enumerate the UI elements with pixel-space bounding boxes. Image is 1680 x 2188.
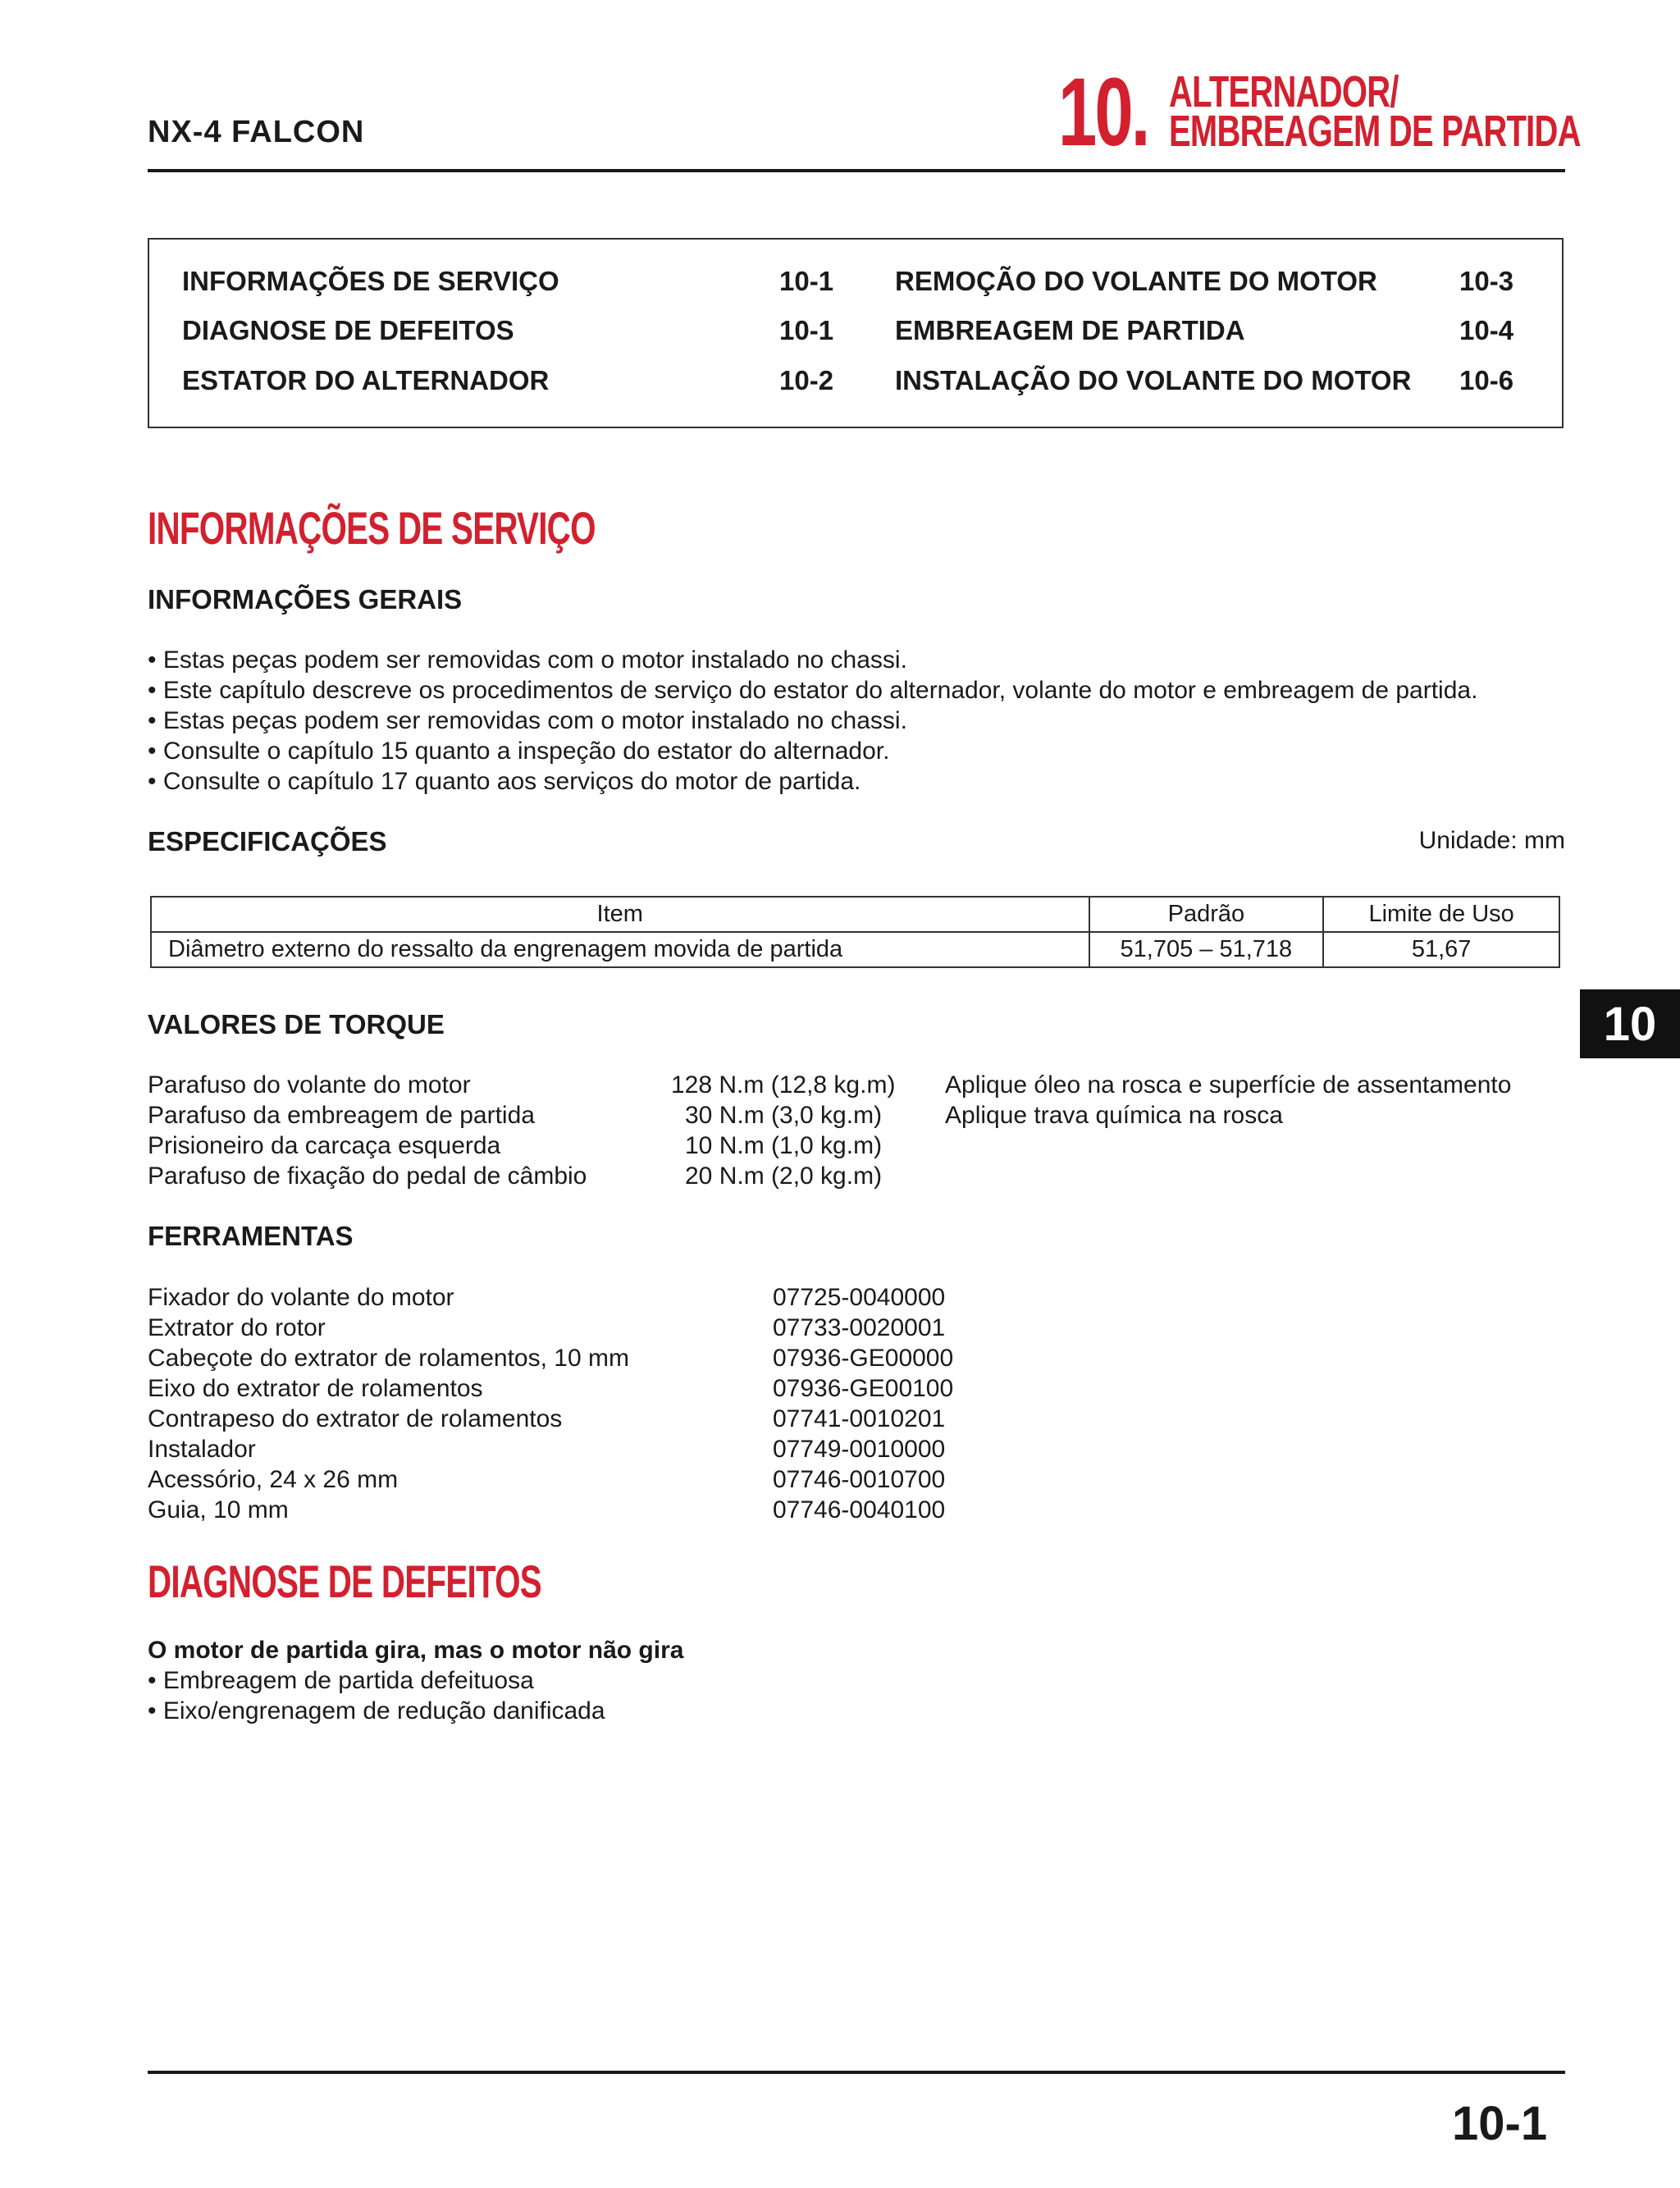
toc-item-label: INSTALAÇÃO DO VOLANTE DO MOTOR xyxy=(895,365,1412,395)
general-info-heading: INFORMAÇÕES GERAIS xyxy=(148,584,463,614)
torque-heading: VALORES DE TORQUE xyxy=(148,1009,445,1039)
toc-item-label: INFORMAÇÕES DE SERVIÇO xyxy=(182,266,559,296)
torque-values xyxy=(671,1070,895,1191)
table-row xyxy=(151,932,1559,967)
torque-item-name: Parafuso do volante do motor xyxy=(148,1071,471,1099)
section-title-service-info: INFORMAÇÕES DE SERVIÇO xyxy=(148,502,596,554)
troubleshooting-block xyxy=(148,1635,683,1726)
toc-item-page: 10-1 xyxy=(779,315,834,345)
torque-notes xyxy=(945,1070,1511,1131)
tool-name: Guia, 10 mm xyxy=(148,1496,289,1523)
table-header-cell: Item xyxy=(151,897,1089,932)
toc-item-page: 10-4 xyxy=(1459,315,1514,345)
tool-code: 07741-0010201 xyxy=(773,1405,946,1432)
chapter-title-line1: ALTERNADOR/ xyxy=(1169,67,1399,116)
tool-code: 07746-0040100 xyxy=(773,1496,946,1523)
toc-item-page: 10-2 xyxy=(779,365,834,395)
tool-codes xyxy=(773,1282,953,1525)
list-item: • Consulte o capítulo 15 quanto a inspeção do estator do alternador. xyxy=(148,738,890,765)
tool-name: Extrator do rotor xyxy=(148,1314,326,1341)
tool-name: Acessório, 24 x 26 mm xyxy=(148,1466,399,1493)
toc-item-page: 10-3 xyxy=(1459,266,1514,296)
tool-code: 07936-GE00000 xyxy=(773,1345,954,1372)
tool-names xyxy=(148,1282,629,1525)
specs-heading: ESPECIFICAÇÕES xyxy=(148,826,387,856)
footer-rule xyxy=(148,2071,1565,2074)
list-item: • Estas peças podem ser removidas com o motor instalado no chassi. xyxy=(148,707,907,734)
chapter-side-tab: 10 xyxy=(1580,989,1680,1058)
specs-unit: Unidade: mm xyxy=(1418,827,1565,854)
torque-items xyxy=(148,1070,587,1191)
list-item: • Estas peças podem ser removidas com o motor instalado no chassi. xyxy=(148,646,907,674)
tool-code: 07733-0020001 xyxy=(773,1314,946,1341)
toc-item-page: 10-6 xyxy=(1459,365,1514,395)
tool-name: Contrapeso do extrator de rolamentos xyxy=(148,1405,563,1432)
tools-heading: FERRAMENTAS xyxy=(148,1221,354,1251)
tool-code: 07936-GE00100 xyxy=(773,1375,954,1402)
chapter-title-line2: EMBREAGEM DE PARTIDA xyxy=(1169,107,1581,156)
torque-value: 20 N.m (2,0 kg.m) xyxy=(685,1163,883,1190)
torque-item-name: Prisioneiro da carcaça esquerda xyxy=(148,1132,501,1159)
tool-name: Cabeçote do extrator de rolamentos, 10 mm xyxy=(148,1345,629,1372)
table-header-cell: Limite de Uso xyxy=(1323,897,1559,932)
general-info-list xyxy=(148,645,1477,797)
tool-code: 07725-0040000 xyxy=(773,1284,946,1311)
list-item: • Consulte o capítulo 17 quanto aos serviços do motor de partida. xyxy=(148,768,861,795)
tool-name: Instalador xyxy=(148,1436,256,1463)
torque-value: 128 N.m (12,8 kg.m) xyxy=(671,1071,896,1099)
table-cell: 51,705 – 51,718 xyxy=(1089,932,1324,967)
torque-item-name: Parafuso da embreagem de partida xyxy=(148,1102,535,1129)
list-item: • Embreagem de partida defeituosa xyxy=(148,1667,534,1694)
symptom: O motor de partida gira, mas o motor não gira xyxy=(148,1637,684,1664)
table-cell: Diâmetro externo do ressalto da engrenagem movida de partida xyxy=(151,932,1089,967)
list-item: • Eixo/engrenagem de redução danificada xyxy=(148,1697,605,1724)
table-of-contents xyxy=(148,238,1564,428)
page-number: 10-1 xyxy=(1452,2097,1548,2150)
table-header-row xyxy=(151,897,1559,932)
header-rule xyxy=(148,169,1565,172)
table-cell: 51,67 xyxy=(1323,932,1559,967)
list-item: • Este capítulo descreve os procedimentos de serviço do estator do alternador, volante do motor e embreagem de partida. xyxy=(148,677,1478,704)
chapter-title xyxy=(1169,67,1581,156)
toc-item-label: ESTATOR DO ALTERNADOR xyxy=(182,365,550,395)
toc-item-page: 10-1 xyxy=(779,266,834,296)
toc-item-label: EMBREAGEM DE PARTIDA xyxy=(895,315,1245,345)
torque-note: Aplique trava química na rosca xyxy=(945,1102,1283,1129)
model-name: NX-4 FALCON xyxy=(148,115,365,149)
torque-note: Aplique óleo na rosca e superfície de assentamento xyxy=(945,1071,1512,1099)
torque-item-name: Parafuso de fixação do pedal de câmbio xyxy=(148,1163,587,1190)
toc-item-label: DIAGNOSE DE DEFEITOS xyxy=(182,315,514,345)
chapter-number: 10. xyxy=(1058,58,1148,167)
section-title-troubleshooting: DIAGNOSE DE DEFEITOS xyxy=(148,1555,541,1607)
table-header-cell: Padrão xyxy=(1089,897,1324,932)
toc-item-label: REMOÇÃO DO VOLANTE DO MOTOR xyxy=(895,266,1377,296)
tool-code: 07746-0010700 xyxy=(773,1466,946,1493)
specs-table xyxy=(150,896,1560,968)
torque-value: 10 N.m (1,0 kg.m) xyxy=(685,1132,883,1159)
tool-name: Fixador do volante do motor xyxy=(148,1284,454,1311)
tool-code: 07749-0010000 xyxy=(773,1436,946,1463)
torque-value: 30 N.m (3,0 kg.m) xyxy=(685,1102,883,1129)
tool-name: Eixo do extrator de rolamentos xyxy=(148,1375,483,1402)
